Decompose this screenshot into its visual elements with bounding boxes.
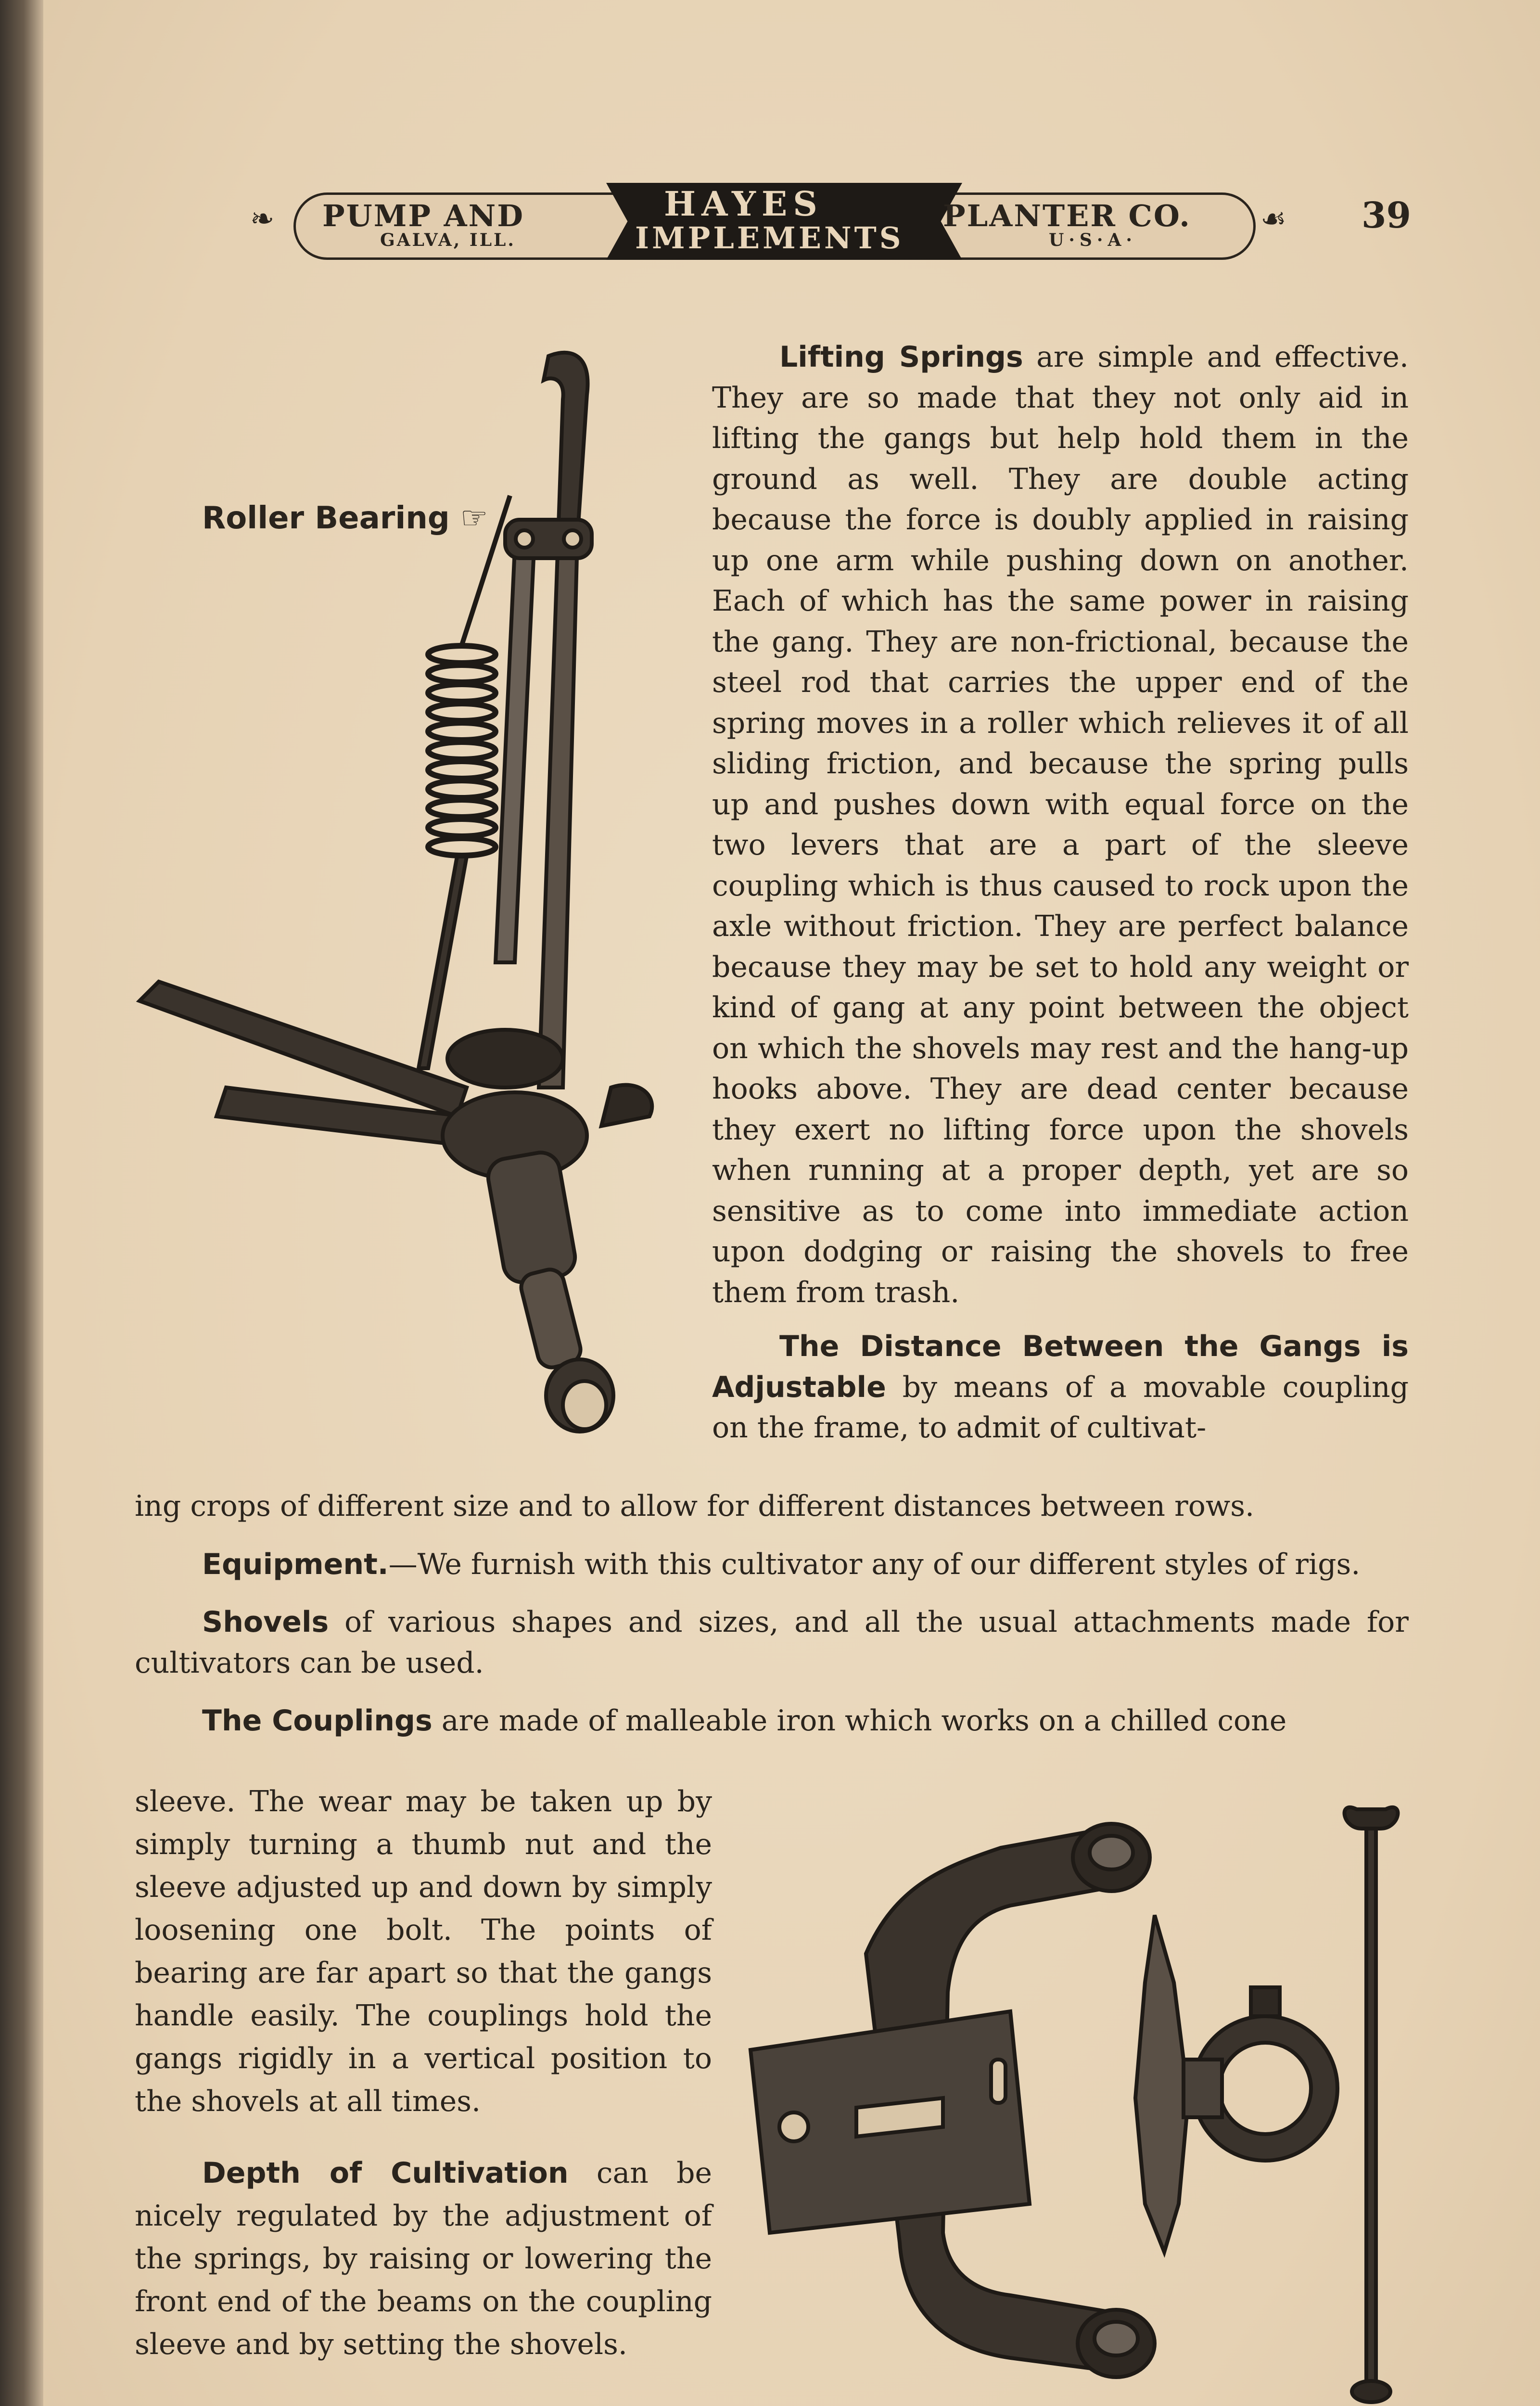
- coupling-illustration: [741, 1790, 1434, 2406]
- header-center-line1: HAYES: [664, 184, 823, 224]
- gang-distance-body-part1: by means of a movable coupling on the frame, to admit of cultivat-: [712, 1370, 1409, 1445]
- lifting-springs-body: are simple and effective. They are so made that they not only aid in lifting the gangs but help hold them in the ground as well. They are double acting because the force is doubly applied in raising up one arm while pushing down on another. Each of which has the same power in raising the gang. They are non-frictional, because the steel rod that carries the upper end of the spring moves in a roller which relieves it of all sliding friction, and because the spring pulls up and pushes down with equal force on the two levers that are a part of the sleeve coupling which is thus caused to rock upon the axle without friction. They are perfect balance because they may be set to hold any weight or kind of gang at any point between the object on which the shovels may rest and the hang-up hooks above. They are dead center because they exert no lifting force upon the shovels when running at a proper depth, yet are so sensitive as to come into immediate action upon dodging or raising the shovels to free them from trash.: [712, 340, 1409, 1309]
- right-flourish-icon: ☙: [1260, 202, 1286, 236]
- right-column-text: [712, 337, 1409, 1448]
- book-spine-shadow: [0, 0, 43, 2406]
- header-right-line1: PLANTER CO.: [943, 198, 1191, 233]
- header-center-line2: IMPLEMENTS: [635, 220, 904, 256]
- depth-paragraph: [135, 2152, 712, 2366]
- shovels-paragraph: [135, 1602, 1409, 1683]
- shovels-heading: Shovels: [202, 1605, 329, 1639]
- roller-bearing-text: Roller Bearing: [202, 500, 450, 536]
- header-left-line2: GALVA, ILL.: [380, 230, 516, 250]
- gang-distance-paragraph: [712, 1326, 1409, 1448]
- left-flourish-icon: ❧: [250, 202, 275, 236]
- equipment-heading: Equipment.: [202, 1547, 389, 1581]
- couplings-body-line1: are made of malleable iron which works on a chilled cone: [432, 1704, 1287, 1738]
- lifting-springs-heading: Lifting Springs: [779, 340, 1023, 374]
- left-column-text: [135, 1780, 712, 2366]
- couplings-heading: The Couplings: [202, 1704, 433, 1738]
- roller-bearing-label: [202, 500, 488, 536]
- pointing-hand-icon: ☞: [460, 500, 488, 536]
- depth-heading: Depth of Cultivation: [202, 2156, 569, 2190]
- page-number: 39: [1362, 195, 1411, 236]
- equipment-paragraph: [135, 1544, 1409, 1585]
- couplings-paragraph-line1: [135, 1701, 1409, 1741]
- gang-distance-heading: The Distance Between the Gangs is Adjustable: [712, 1330, 1409, 1404]
- shovels-body: of various shapes and sizes, and all the usual attachments made for cultivators can be used.: [135, 1605, 1409, 1680]
- gang-distance-continuation: ing crops of different size and to allow for different distances between rows.: [135, 1489, 1255, 1523]
- couplings-body-rest: sleeve. The wear may be taken up by simply turning a thumb nut and the sleeve adjusted up and down by simply loosening one bolt. The points of bearing are far apart so that the gangs handle easily. The couplings hold the gangs rigidly in a vertical position to the shovels at all times.: [135, 1785, 712, 2118]
- equipment-body: —We furnish with this cultivator any of our different styles of rigs.: [388, 1547, 1361, 1581]
- depth-body: can be nicely regulated by the adjustment of the springs, by raising or lowering the front end of the beams on the coupling sleeve and by setting the shovels.: [135, 2156, 712, 2361]
- lifting-springs-paragraph: [712, 337, 1409, 1313]
- page-header-banner: [250, 173, 1299, 269]
- header-left-line1: PUMP AND: [322, 198, 525, 233]
- full-width-text: [135, 1486, 1409, 1741]
- header-right-line2: U·S·A·: [1049, 230, 1137, 250]
